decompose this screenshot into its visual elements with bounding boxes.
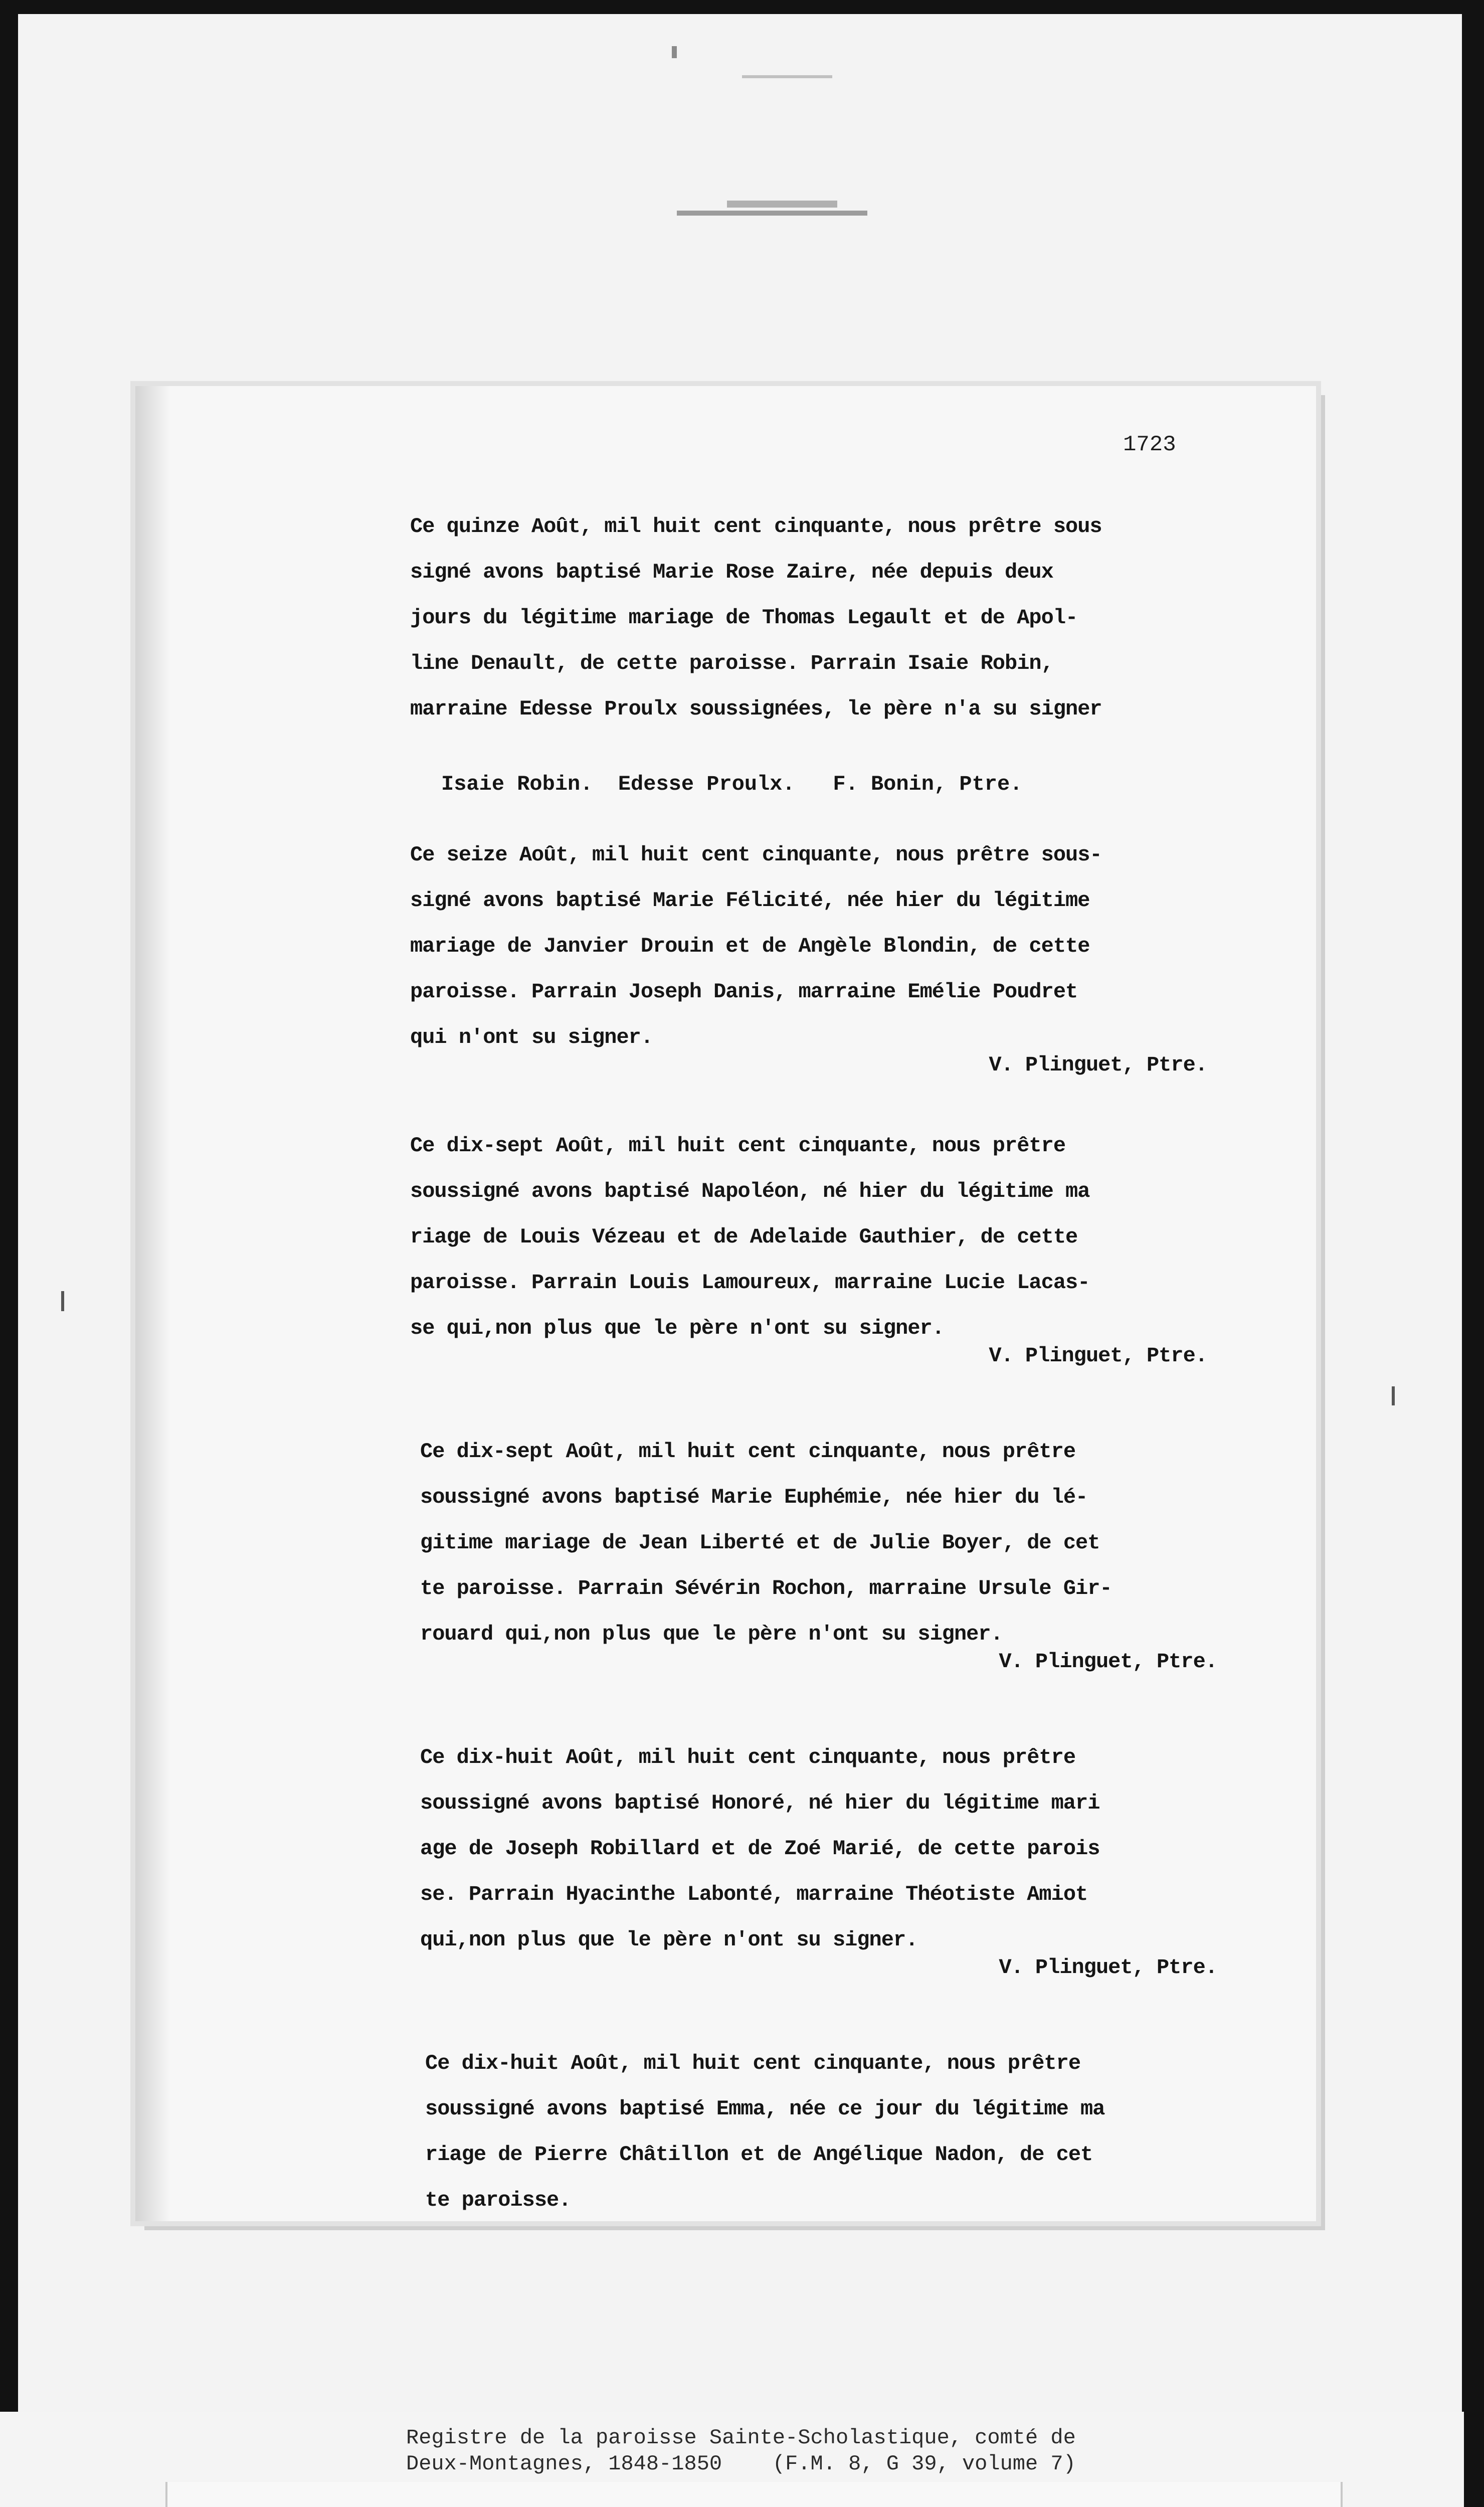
priest-signature: V. Plinguet, Ptre. <box>989 1053 1207 1077</box>
page-number: 1723 <box>1123 432 1176 457</box>
entry-line: signé avons baptisé Marie Rose Zaire, née depuis deux <box>410 560 1053 584</box>
dust-speck <box>727 201 837 208</box>
entry-line: soussigné avons baptisé Honoré, né hier du légitime mari <box>420 1791 1100 1815</box>
entry-line: paroisse. Parrain Louis Lamoureux, marraine Lucie Lacas- <box>410 1271 1090 1295</box>
entry-line: line Denault, de cette paroisse. Parrain Isaie Robin, <box>410 651 1053 675</box>
entry-line: Ce dix-sept Août, mil huit cent cinquante, nous prêtre <box>420 1440 1076 1464</box>
entry-line: jours du légitime mariage de Thomas Legault et de Apol- <box>410 606 1078 630</box>
entry-line: soussigné avons baptisé Emma, née ce jour du légitime ma <box>425 2097 1105 2121</box>
signatures-row: Isaie Robin. Edesse Proulx. F. Bonin, Ptre. <box>441 772 1023 796</box>
film-mark <box>61 1291 64 1311</box>
baptism-entry <box>425 2041 1237 2223</box>
entry-line: age de Joseph Robillard et de Zoé Marié, de cette parois <box>420 1837 1100 1861</box>
entry-line: soussigné avons baptisé Marie Euphémie, née hier du lé- <box>420 1485 1088 1509</box>
priest-signature: V. Plinguet, Ptre. <box>999 1650 1217 1674</box>
baptism-entry <box>410 504 1222 732</box>
caption-line: Registre de la paroisse Sainte-Scholastique, comté de <box>406 2426 1076 2450</box>
archive-stamp <box>165 2482 1343 2507</box>
baptism-entry <box>410 832 1222 1088</box>
entry-line: soussigné avons baptisé Napoléon, né hier du légitime ma <box>410 1179 1090 1203</box>
entry-line: qui n'ont su signer. <box>410 1025 653 1049</box>
entry-line: te paroisse. Parrain Sévérin Rochon, marraine Ursule Gir- <box>420 1576 1112 1600</box>
entry-line: Ce seize Août, mil huit cent cinquante, nous prêtre sous- <box>410 843 1102 867</box>
priest-signature: V. Plinguet, Ptre. <box>999 1955 1217 1980</box>
film-mark <box>1392 1386 1395 1405</box>
entry-line: signé avons baptisé Marie Félicité, née hier du légitime <box>410 888 1090 913</box>
register-page-edge <box>135 386 170 2221</box>
priest-signature: V. Plinguet, Ptre. <box>989 1344 1207 1368</box>
dust-speck <box>677 211 867 216</box>
entry-line: qui,non plus que le père n'ont su signer. <box>420 1928 918 1952</box>
entry-line: se. Parrain Hyacinthe Labonté, marraine Théotiste Amiot <box>420 1882 1088 1906</box>
entry-line: paroisse. Parrain Joseph Danis, marraine Emélie Poudret <box>410 980 1078 1004</box>
entry-line: Ce quinze Août, mil huit cent cinquante, nous prêtre sous <box>410 514 1102 539</box>
entry-line: Ce dix-sept Août, mil huit cent cinquante, nous prêtre <box>410 1134 1066 1158</box>
dust-speck <box>672 46 677 58</box>
entry-line: riage de Pierre Châtillon et de Angélique Nadon, de cet <box>425 2142 1093 2167</box>
baptism-entry <box>410 1123 1222 1379</box>
entry-line: riage de Louis Vézeau et de Adelaide Gauthier, de cette <box>410 1225 1078 1249</box>
entry-line: se qui,non plus que le père n'ont su signer. <box>410 1316 944 1340</box>
entry-line: rouard qui,non plus que le père n'ont su signer. <box>420 1622 1003 1646</box>
entry-line: Ce dix-huit Août, mil huit cent cinquante, nous prêtre <box>420 1745 1076 1769</box>
baptism-entry <box>420 1429 1232 1685</box>
baptism-entry <box>420 1735 1232 1991</box>
entry-line: gitime mariage de Jean Liberté et de Julie Boyer, de cet <box>420 1531 1100 1555</box>
entry-line: mariage de Janvier Drouin et de Angèle Blondin, de cette <box>410 934 1090 958</box>
entry-line: te paroisse. <box>425 2188 571 2212</box>
caption-line: Deux-Montagnes, 1848-1850 (F.M. 8, G 39, volume 7) <box>406 2452 1076 2476</box>
dust-speck <box>742 75 832 78</box>
entry-line: marraine Edesse Proulx soussignées, le père n'a su signer <box>410 697 1102 721</box>
entry-line: Ce dix-huit Août, mil huit cent cinquante, nous prêtre <box>425 2051 1081 2075</box>
